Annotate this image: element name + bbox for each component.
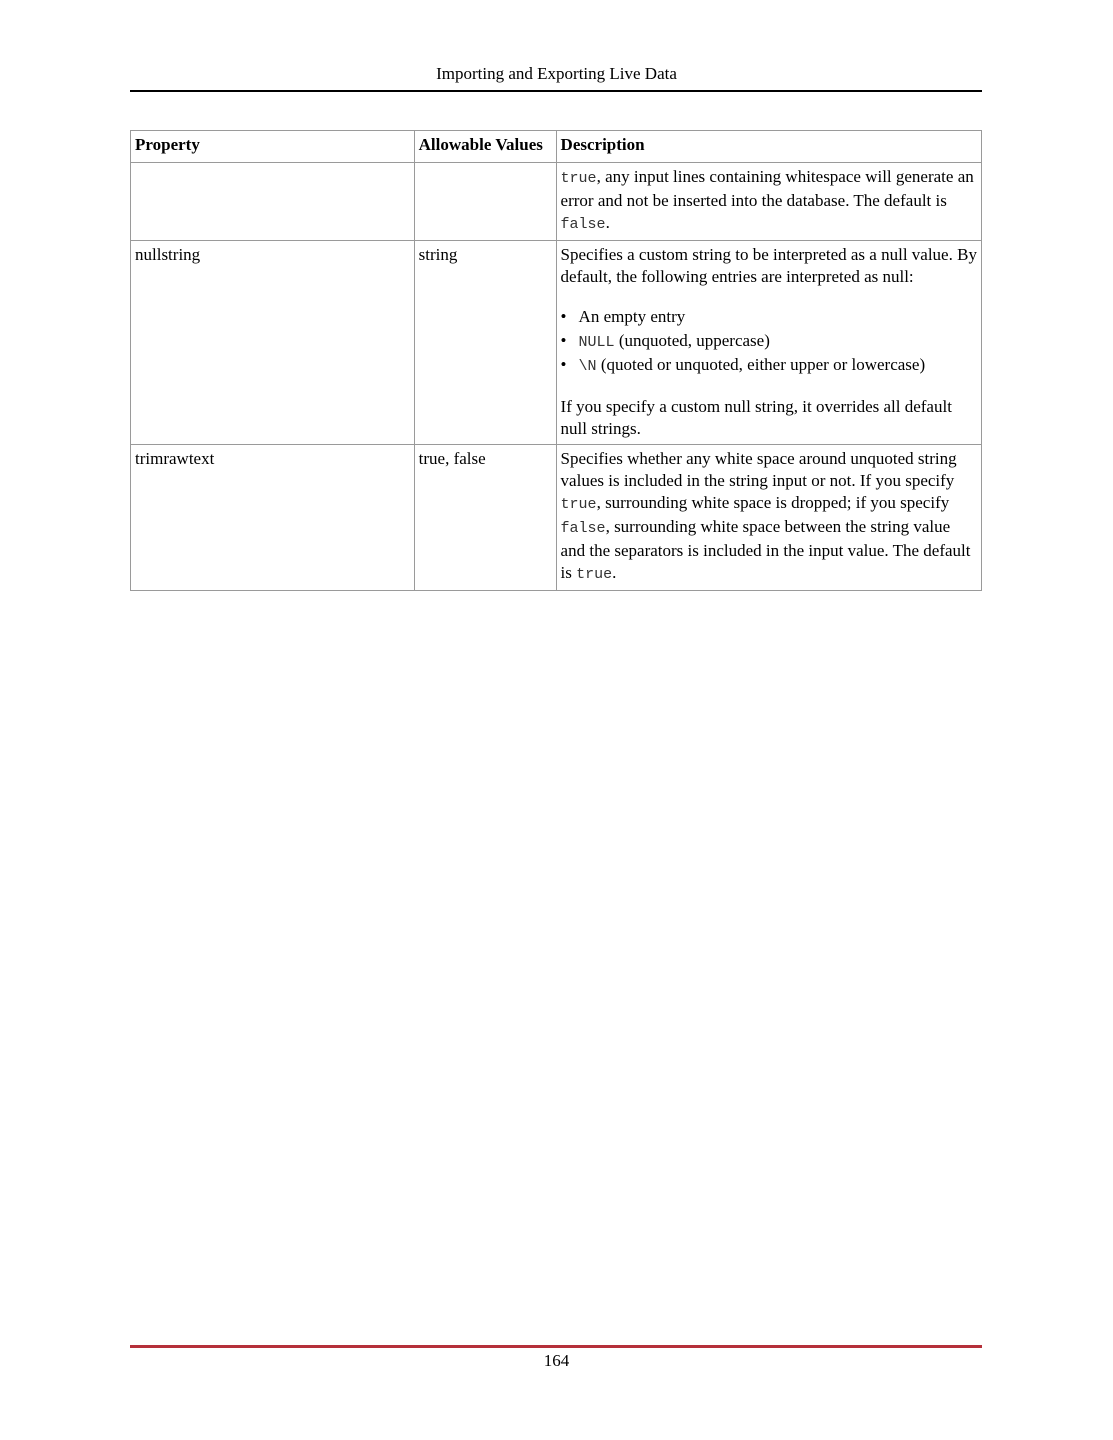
description-text: , any input lines containing whitespace will generate an error and not be inserted into the database. The default is bbox=[560, 167, 974, 210]
description-text: Specifies whether any white space around unquoted string values is included in the string input or not. If you specify bbox=[560, 449, 957, 490]
bullet-icon: • bbox=[560, 355, 567, 374]
list-item bbox=[561, 354, 977, 378]
list-item bbox=[561, 306, 977, 330]
values-cell: true, false bbox=[414, 445, 556, 591]
description-cell bbox=[556, 445, 981, 591]
code-text: NULL bbox=[578, 334, 615, 351]
property-cell: trimrawtext bbox=[131, 445, 415, 591]
list-item-text: (quoted or unquoted, either upper or lowercase) bbox=[596, 355, 926, 374]
header-rule bbox=[130, 90, 982, 92]
running-header: Importing and Exporting Live Data bbox=[436, 64, 677, 83]
description-text: . bbox=[605, 213, 610, 232]
column-header-allowable-values: Allowable Values bbox=[414, 131, 556, 163]
code-text: false bbox=[560, 520, 606, 537]
property-cell bbox=[131, 163, 415, 241]
values-cell: string bbox=[414, 241, 556, 445]
footer-rule bbox=[130, 1345, 982, 1348]
properties-table bbox=[130, 130, 982, 591]
column-header-property: Property bbox=[131, 131, 415, 163]
description-cell bbox=[556, 163, 981, 241]
code-text: true bbox=[560, 496, 597, 513]
code-text: true bbox=[560, 170, 597, 187]
table-header-row bbox=[131, 131, 982, 163]
values-cell bbox=[414, 163, 556, 241]
bullet-icon: • bbox=[560, 331, 567, 350]
description-text: , surrounding white space between the string value and the separators is included in the input value. The default is bbox=[560, 517, 971, 582]
description-text: , surrounding white space is dropped; if you specify bbox=[596, 493, 950, 512]
page-number: 164 bbox=[543, 1351, 570, 1370]
table-row bbox=[131, 445, 982, 591]
table-row bbox=[131, 163, 982, 241]
code-text: true bbox=[576, 566, 613, 583]
column-header-description: Description bbox=[556, 131, 981, 163]
description-outro: If you specify a custom null string, it overrides all default null strings. bbox=[560, 397, 952, 438]
description-text: . bbox=[612, 563, 617, 582]
list-item-text: (unquoted, uppercase) bbox=[614, 331, 770, 350]
property-cell: nullstring bbox=[131, 241, 415, 445]
list-item bbox=[561, 330, 977, 354]
code-text: false bbox=[560, 216, 606, 233]
null-entries-list bbox=[561, 306, 977, 378]
code-text: \N bbox=[578, 358, 597, 375]
description-cell bbox=[556, 241, 981, 445]
bullet-icon: • bbox=[560, 307, 567, 326]
list-item-text: An empty entry bbox=[578, 307, 686, 326]
description-intro: Specifies a custom string to be interpreted as a null value. By default, the following entries are interpreted as null: bbox=[560, 245, 977, 286]
table-row bbox=[131, 241, 982, 445]
